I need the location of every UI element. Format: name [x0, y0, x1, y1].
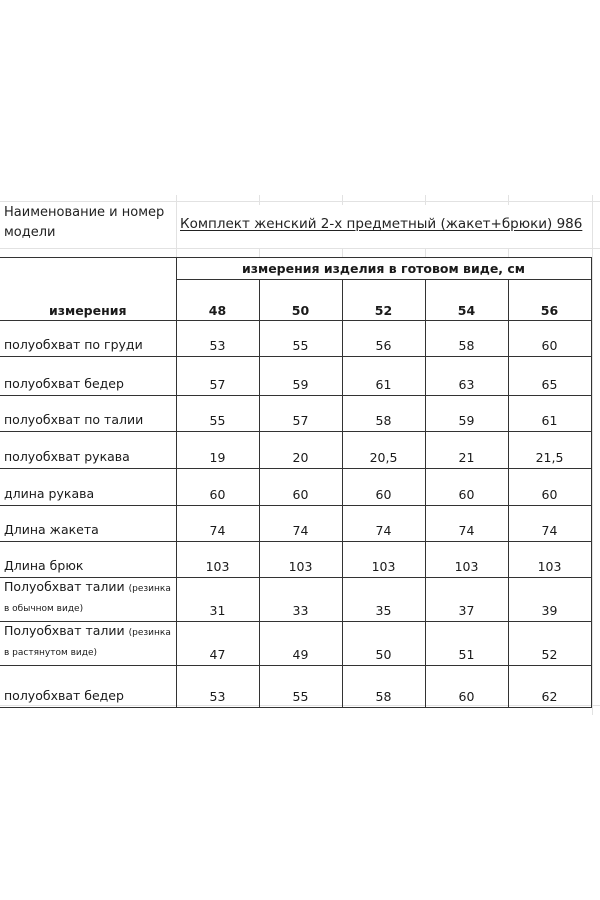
measurement-label	[0, 622, 176, 666]
gridline	[0, 201, 600, 202]
measurement-value: 57	[259, 396, 342, 432]
finished-measurements-header: измерения изделия в готовом виде, см	[176, 258, 591, 280]
measurement-value: 20	[259, 432, 342, 469]
measurement-label	[0, 578, 176, 622]
measurement-label	[0, 542, 176, 578]
gridline	[342, 248, 343, 257]
gridline	[176, 195, 177, 257]
measurement-name: полуобхват бедер	[4, 688, 124, 703]
gridline	[425, 248, 426, 257]
model-name: Комплект женский 2-х предметный (жакет+брюки) 986	[180, 216, 583, 232]
measurement-value: 39	[508, 578, 591, 622]
table-row	[0, 432, 591, 469]
measurement-value: 58	[425, 321, 508, 357]
measurement-value: 61	[342, 357, 425, 396]
measurement-value: 52	[508, 622, 591, 666]
measurement-value: 65	[508, 357, 591, 396]
measurement-value: 103	[508, 542, 591, 578]
measurement-value: 53	[176, 666, 259, 708]
table-row	[0, 666, 591, 708]
measurement-value: 50	[342, 622, 425, 666]
gridline	[592, 195, 593, 715]
measurement-value: 35	[342, 578, 425, 622]
measurement-value: 60	[342, 469, 425, 506]
table-row	[0, 469, 591, 506]
measurement-value: 59	[425, 396, 508, 432]
measurement-value: 55	[176, 396, 259, 432]
measurement-value: 63	[425, 357, 508, 396]
measurement-name: Полуобхват талии	[4, 579, 129, 594]
size-header: 54	[425, 280, 508, 321]
size-chart-table	[0, 257, 592, 708]
measurement-value: 55	[259, 321, 342, 357]
measurement-label	[0, 666, 176, 708]
measurement-name: Длина жакета	[4, 522, 99, 537]
measurement-value: 31	[176, 578, 259, 622]
measurement-value: 19	[176, 432, 259, 469]
measurement-value: 20,5	[342, 432, 425, 469]
measurement-value: 51	[425, 622, 508, 666]
measurement-name: полуобхват рукава	[4, 449, 130, 464]
measurement-value: 103	[342, 542, 425, 578]
table-row	[0, 578, 591, 622]
table-row	[0, 622, 591, 666]
measurement-value: 61	[508, 396, 591, 432]
gridline	[508, 195, 509, 205]
measurement-value: 103	[259, 542, 342, 578]
measurement-value: 59	[259, 357, 342, 396]
size-header: 52	[342, 280, 425, 321]
measurement-value: 47	[176, 622, 259, 666]
measurement-label	[0, 321, 176, 357]
measurement-value: 60	[425, 469, 508, 506]
measurement-note: (резинка в обычном виде)	[4, 584, 171, 614]
measurement-value: 74	[425, 506, 508, 542]
measurement-label	[0, 506, 176, 542]
measurement-value: 74	[176, 506, 259, 542]
measurement-value: 49	[259, 622, 342, 666]
measurement-value: 103	[176, 542, 259, 578]
measurement-value: 62	[508, 666, 591, 708]
measurement-value: 21	[425, 432, 508, 469]
table-row	[0, 396, 591, 432]
measurement-name: полуобхват бедер	[4, 376, 124, 391]
gridline	[508, 248, 509, 257]
measurement-value: 57	[176, 357, 259, 396]
measurement-name: Полуобхват талии	[4, 623, 129, 638]
measurement-value: 60	[259, 469, 342, 506]
gridline	[259, 195, 260, 205]
measurement-value: 58	[342, 666, 425, 708]
measurement-note: (резинка в растянутом виде)	[4, 628, 171, 658]
size-header: 50	[259, 280, 342, 321]
measurement-name: длина рукава	[4, 486, 95, 501]
measurement-value: 74	[508, 506, 591, 542]
gridline	[342, 195, 343, 205]
measurement-value: 60	[508, 321, 591, 357]
measurement-name: Длина брюк	[4, 558, 84, 573]
measurement-name: полуобхват по груди	[4, 337, 143, 352]
measurement-label	[0, 469, 176, 506]
measurement-value: 103	[425, 542, 508, 578]
table-row	[0, 506, 591, 542]
measurement-value: 74	[259, 506, 342, 542]
measurement-value: 37	[425, 578, 508, 622]
measurement-value: 74	[342, 506, 425, 542]
measurement-name: полуобхват по талии	[4, 412, 144, 427]
table-row	[0, 357, 591, 396]
measurement-value: 55	[259, 666, 342, 708]
measurement-value: 60	[176, 469, 259, 506]
table-row	[0, 542, 591, 578]
measurement-label	[0, 396, 176, 432]
header-row-span	[0, 258, 591, 280]
measurements-header: измерения	[0, 258, 176, 321]
measurement-value: 56	[342, 321, 425, 357]
size-header: 56	[508, 280, 591, 321]
measurement-value: 53	[176, 321, 259, 357]
table-row	[0, 321, 591, 357]
gridline	[425, 195, 426, 205]
model-label: Наименование и номер модели	[4, 205, 165, 240]
gridline	[259, 248, 260, 257]
measurement-value: 33	[259, 578, 342, 622]
measurement-value: 60	[508, 469, 591, 506]
measurement-label	[0, 357, 176, 396]
measurement-value: 60	[425, 666, 508, 708]
measurement-label	[0, 432, 176, 469]
measurement-value: 21,5	[508, 432, 591, 469]
gridline	[0, 248, 600, 249]
measurement-value: 58	[342, 396, 425, 432]
size-header: 48	[176, 280, 259, 321]
